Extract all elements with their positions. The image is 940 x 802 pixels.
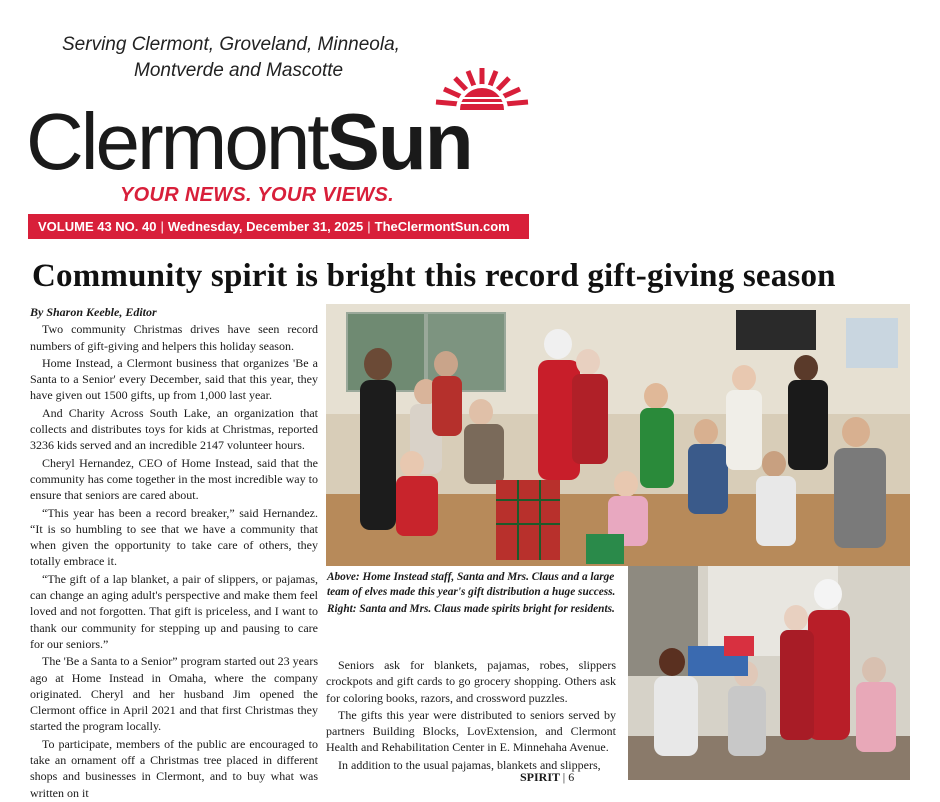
issue-info-bar: VOLUME 43 NO. 40 | Wednesday, December 31, 2025 | TheClermontSun.com: [28, 214, 529, 239]
newspaper-logo: [26, 97, 546, 186]
residents-photo-illustration: [628, 566, 910, 780]
logo-clermont: Clermont: [26, 97, 327, 186]
paragraph: “This year has been a record breaker,” said Hernandez. “It is so humbling to see that we have a community that when given the opportunity to take care of others, they totally embrace it.: [30, 505, 318, 569]
paragraph: Seniors ask for blankets, pajamas, robes, slippers crockpots and gift cards to go grocery shopping. Others ask for coloring books, razors, and crossword puzzles.: [326, 658, 616, 705]
tagline: YOUR NEWS. YOUR VIEWS.: [120, 184, 395, 206]
paragraph: To participate, members of the public are encouraged to take an ornament off a Christmas tree placed in different shops and businesses in Clermont, and to buy what was written on it: [30, 736, 318, 800]
byline: By Sharon Keeble, Editor: [30, 305, 157, 319]
serving-line-1: Serving Clermont, Groveland, Minneola,: [62, 34, 400, 55]
jump-page: | 6: [562, 770, 575, 784]
paragraph: And Charity Across South Lake, an organization that collects and distributes toys for kids at Christmas, reported 3236 kids served and an incredible 2147 volunteer hours.: [30, 405, 318, 453]
article-column-3: [326, 657, 616, 774]
group-photo: [326, 304, 910, 566]
logo-sun: Sun: [326, 97, 472, 186]
volume-number: VOLUME 43 NO. 40: [38, 219, 157, 234]
paragraph: In addition to the usual pajamas, blankets and slippers,: [338, 757, 601, 772]
group-photo-illustration: [326, 304, 910, 566]
paragraph: Home Instead, a Clermont business that organizes 'Be a Santa to a Senior' every December, said that this year, they have given out 1500 gifts, up from 1,000 last year.: [30, 355, 318, 403]
website: TheClermontSun.com: [374, 219, 510, 234]
residents-photo: [628, 566, 910, 780]
article-headline: Community spirit is bright this record gift-giving season: [32, 258, 836, 294]
paragraph: Two community Christmas drives have seen record numbers of gift-giving and helpers this holiday season.: [30, 322, 318, 353]
continued-jump: [520, 770, 574, 785]
jump-label: SPIRIT: [520, 770, 560, 784]
paragraph: “The gift of a lap blanket, a pair of slippers, or pajamas, can change an aging adult's perspective and make them feel loved and not forgotten. That gift is priceless, and I want to thank our community for stepping up and pausing to care for our seniors.”: [30, 571, 318, 651]
paragraph: The gifts this year were distributed to seniors served by partners Building Blocks, LovExtension, and Clermont Health and Rehabilitation Center in E. Minnehaha Avenue.: [326, 707, 616, 755]
caption-above: Above: Home Instead staff, Santa and Mrs. Claus and a large team of elves made this year's gift distribution a huge success.: [327, 571, 616, 598]
issue-date: Wednesday, December 31, 2025: [167, 219, 364, 234]
serving-line-2: Montverde and Mascotte: [134, 60, 344, 81]
paragraph: Cheryl Hernandez, CEO of Home Instead, said that the community has come together in the most incredible way to ensure that seniors are cared about.: [30, 455, 318, 503]
article-column-1: [30, 304, 318, 802]
paragraph: The 'Be a Santa to a Senior” program started out 23 years ago at Home Instead in Omaha, where the company originated. Cheryl and her husband Jim opened the Clermont office in April 2021 and that first Christmas they started the program locally.: [30, 654, 318, 734]
photo-caption: [327, 570, 619, 620]
caption-right: Right: Santa and Mrs. Claus made spirits bright for residents.: [327, 603, 615, 615]
serving-areas: [62, 32, 482, 84]
